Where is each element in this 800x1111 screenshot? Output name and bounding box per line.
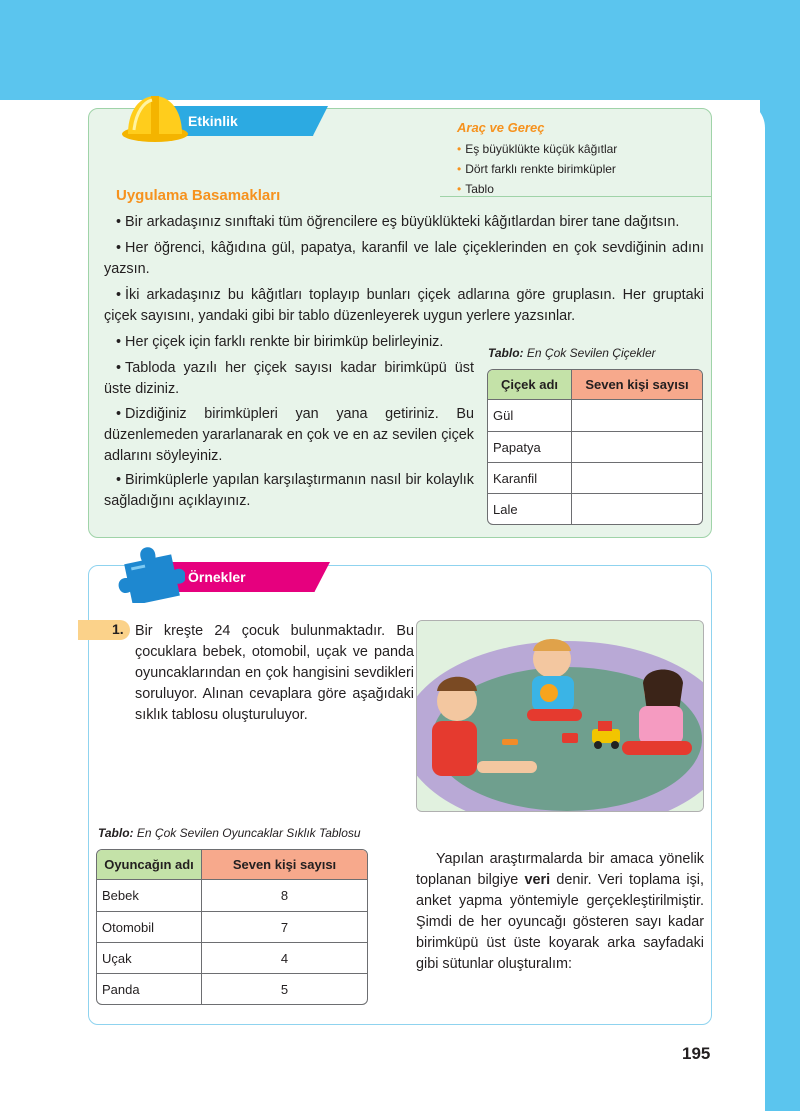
table-cell: 5 xyxy=(202,973,367,1004)
table-header: Çiçek adı xyxy=(488,370,572,400)
children-playing-illustration xyxy=(416,620,704,812)
tools-divider xyxy=(440,196,712,197)
flower-table-caption: Tablo: En Çok Sevilen Çiçekler xyxy=(488,346,656,360)
step-6: • Dizdiğiniz birimküpleri yan yana getiriniz. Bu düzenlemeden yararlanarak en çok ve en az sevilen çiçek adlarını söyleyiniz. xyxy=(104,406,474,464)
flower-table xyxy=(487,369,703,525)
table-header: Oyuncağın adı xyxy=(97,850,202,880)
list-item: • Eş büyüklükte küçük kâğıtlar xyxy=(457,142,618,156)
table-cell: Uçak xyxy=(97,942,202,973)
example-number: 1. xyxy=(112,621,124,637)
table-header: Seven kişi sayısı xyxy=(572,370,702,400)
page-number: 195 xyxy=(682,1044,711,1063)
examples-title: Örnekler xyxy=(188,569,246,585)
table-cell: Bebek xyxy=(97,880,202,911)
table-row xyxy=(97,911,367,942)
table-cell xyxy=(572,462,702,493)
table-row xyxy=(97,942,367,973)
table-row xyxy=(488,400,702,431)
table-cell: 4 xyxy=(202,942,367,973)
hard-hat-icon xyxy=(120,90,190,146)
table-cell: 7 xyxy=(202,911,367,942)
step-1: • Bir arkadaşınız sınıftaki tüm öğrencilere eş büyüklükteki kâğıtlardan birer tane dağıtsın. xyxy=(116,214,680,230)
table-row xyxy=(488,462,702,493)
data-definition-paragraph: Yapılan araştırmalarda bir amaca yönelik toplanan bilgiye veri denir. Veri toplama işi, anket yapma yöntemiyle gerçekleştirilmiştir. Şimdi de her oyuncağı gösteren sayı kadar birimküpü üst üste koyarak arka sayfadaki gibi sütunlar oluşturalım: xyxy=(416,851,704,972)
bullet-dot: • xyxy=(457,162,462,176)
toy-table-caption: Tablo: En Çok Sevilen Oyuncaklar Sıklık Tablosu xyxy=(98,826,361,840)
table-header: Seven kişi sayısı xyxy=(202,850,367,880)
step-4: • Her çiçek için farklı renkte bir birimküp belirleyiniz. xyxy=(116,334,444,350)
bullet-dot: • xyxy=(457,142,462,156)
table-row xyxy=(488,431,702,462)
side-color-band xyxy=(760,100,800,1111)
list-item: • Tablo xyxy=(457,182,494,196)
table-row xyxy=(97,880,367,911)
toy-frequency-table xyxy=(96,849,368,1005)
steps-title: Uygulama Basamakları xyxy=(116,187,281,204)
table-cell: Lale xyxy=(488,493,572,524)
tools-list xyxy=(457,139,617,199)
table-cell: Karanfil xyxy=(488,462,572,493)
children-playing-image xyxy=(417,621,704,812)
puzzle-piece-icon xyxy=(117,545,185,603)
table-cell: Otomobil xyxy=(97,911,202,942)
tools-title: Araç ve Gereç xyxy=(457,120,545,135)
example-intro: Bir kreşte 24 çocuk bulunmaktadır. Bu çocuklara bebek, otomobil, uçak ve panda oyuncaklarından en çok hangisini sevdikleri soruluyor. Alınan cevaplara göre aşağıdaki sıklık tablosu oluşturuluyor. xyxy=(135,623,414,723)
table-cell: Gül xyxy=(488,400,572,431)
table-cell: 8 xyxy=(280,888,289,903)
step-5: • Tabloda yazılı her çiçek sayısı kadar birimküpü üst üste diziniz. xyxy=(104,360,474,397)
list-item: • Dört farklı renkte birimküpler xyxy=(457,162,616,176)
top-color-band xyxy=(0,0,800,100)
step-3: • İki arkadaşınız bu kâğıtları toplayıp bunları çiçek adlarına göre gruplasın. Her gruptaki çiçek sayısını, yandaki gibi bir tablo düzenleyerek uygun yerlere yazsınlar. xyxy=(104,287,704,324)
table-cell: Papatya xyxy=(488,431,572,462)
bullet-dot: • xyxy=(457,182,462,196)
table-row xyxy=(97,973,367,1004)
table-cell xyxy=(572,493,702,524)
step-2: • Her öğrenci, kâğıdına gül, papatya, karanfil ve lale çiçeklerinden en çok sevdiğinin adını yazsın. xyxy=(104,240,704,277)
table-cell xyxy=(572,400,702,431)
table-row xyxy=(488,493,702,524)
table-cell: Panda xyxy=(97,973,202,1004)
activity-title: Etkinlik xyxy=(188,113,238,129)
table-cell xyxy=(572,431,702,462)
step-7: • Birimküplerle yapılan karşılaştırmanın nasıl bir kolaylık sağladığını açıklayınız. xyxy=(104,472,474,509)
